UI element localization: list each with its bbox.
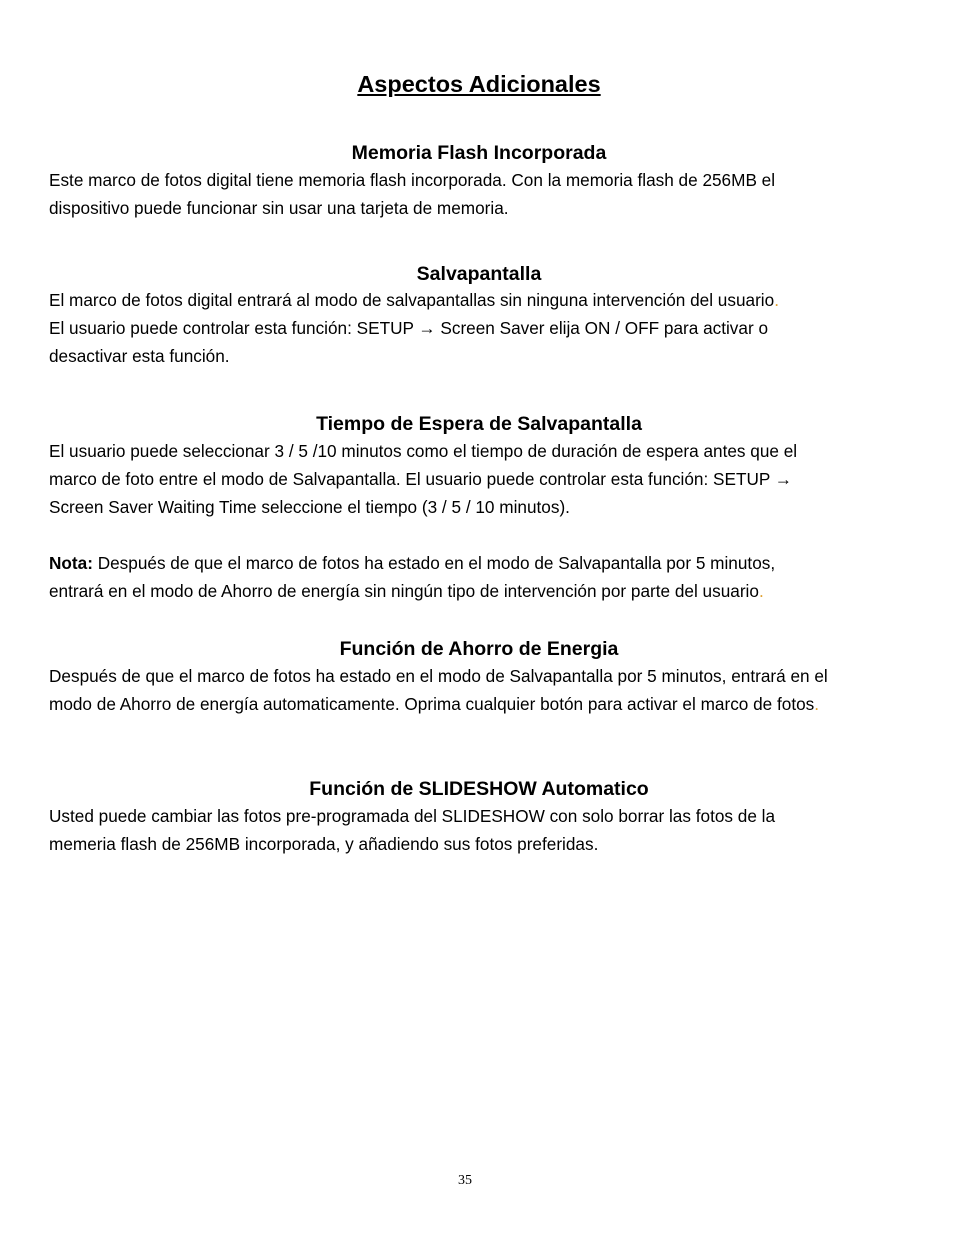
trailing-dot: .: [814, 694, 820, 715]
section-paragraph: [49, 802, 909, 858]
section-paragraph: [49, 286, 909, 371]
note-text: entrará en el modo de Ahorro de energía sin ningún tipo de intervención por parte del usuario: [49, 581, 759, 602]
paragraph-line: [49, 286, 909, 314]
note-paragraph: [49, 549, 909, 605]
section-heading: Tiempo de Espera de Salvapantalla: [316, 413, 642, 435]
paragraph-line: Screen Saver Waiting Time seleccione el tiempo (3 / 5 / 10 minutos).: [49, 497, 570, 518]
paragraph-line: desactivar esta función.: [49, 346, 230, 367]
paragraph-line: [49, 549, 909, 577]
paragraph-line-text: modo de Ahorro de energía automaticamente. Oprima cualquier botón para activar el marco de fotos: [49, 694, 815, 715]
paragraph-line: Después de que el marco de fotos ha estado en el modo de Salvapantalla por 5 minutos, entrará en el: [49, 666, 828, 686]
paragraph-line-text: El marco de fotos digital entrará al modo de salvapantallas sin ninguna intervención del usuario: [49, 290, 775, 310]
section-heading: Memoria Flash Incorporada: [351, 142, 607, 164]
paragraph-line: [49, 577, 909, 605]
paragraph-line: memeria flash de 256MB incorporada, y añadiendo sus fotos preferidas.: [49, 834, 599, 855]
paragraph-line: El usuario puede seleccionar 3 / 5 /10 minutos como el tiempo de duración de espera antes que el: [49, 441, 798, 461]
section-paragraph: [49, 437, 909, 522]
section-heading: Salvapantalla: [416, 263, 542, 285]
section-paragraph: [49, 662, 909, 718]
paragraph-line: dispositivo puede funcionar sin usar una tarjeta de memoria.: [49, 198, 509, 219]
paragraph-line: El usuario puede controlar esta función: SETUP → Screen Saver elija ON / OFF para activar o: [49, 318, 769, 339]
note-label: Nota:: [49, 553, 93, 573]
paragraph-line: [49, 690, 909, 718]
paragraph-line: Usted puede cambiar las fotos pre-programada del SLIDESHOW con solo borrar las fotos de la: [49, 806, 776, 826]
paragraph-line: Este marco de fotos digital tiene memoria flash incorporada. Con la memoria flash de 256MB el: [49, 170, 776, 190]
section-heading: Función de SLIDESHOW Automatico: [309, 778, 649, 800]
note-text: Después de que el marco de fotos ha estado en el modo de Salvapantalla por 5 minutos,: [92, 553, 776, 573]
trailing-dot: .: [774, 290, 779, 310]
section-heading: Función de Ahorro de Energia: [339, 638, 619, 660]
page-title: Aspectos Adicionales: [357, 71, 601, 97]
section-paragraph: [49, 166, 909, 222]
paragraph-line: marco de foto entre el modo de Salvapantalla. El usuario puede controlar esta función: SETUP →: [49, 469, 792, 490]
trailing-dot: .: [758, 581, 764, 602]
page-number: 35: [458, 1173, 472, 1188]
